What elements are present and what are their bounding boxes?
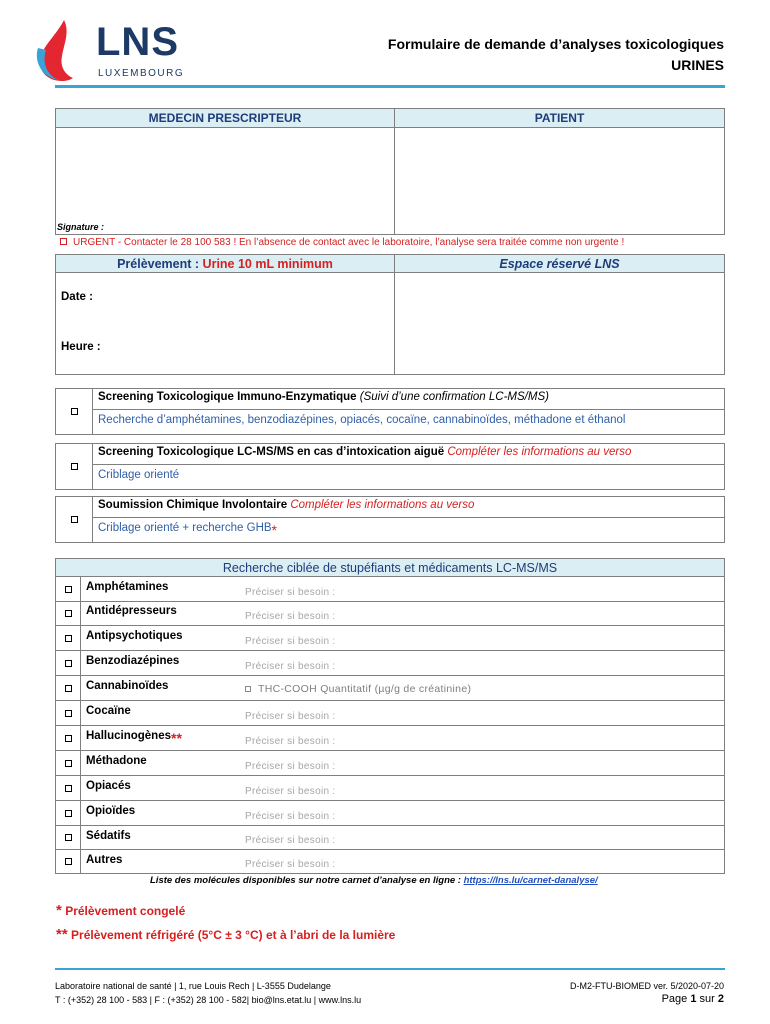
targeted-hint-text: Préciser si besoin : [245,761,336,772]
targeted-label [86,630,182,642]
targeted-label-text: Méthadone [86,755,147,767]
targeted-hint[interactable] [245,736,335,747]
screening-immuno [55,388,725,435]
checkbox-icon[interactable] [71,516,78,523]
urgent-text: URGENT - Contacter le 28 100 583 ! En l’absence de contact avec le laboratoire, l’analyse sera traitée comme non urgente ! [73,237,625,248]
screening-lcms-title-cell [92,443,725,465]
checkbox-icon[interactable] [65,685,72,692]
screening-immuno-title: Screening Toxicologique Immuno-Enzymatique [98,391,357,403]
targeted-label-text: Opiacés [86,780,131,792]
reserved-box [394,272,725,375]
targeted-label [86,830,131,842]
screening-immuno-title-cell [92,388,725,410]
carnet-link[interactable]: https://lns.lu/carnet-danalyse/ [463,875,598,886]
targeted-checkcell[interactable] [56,577,81,601]
targeted-checkcell[interactable] [56,801,81,825]
targeted-label [86,655,179,667]
screening-soumission-title: Soumission Chimique Involontaire [98,499,291,511]
prelevement-label: Prélèvement : [117,257,203,271]
targeted-label [86,730,182,746]
targeted-row [55,626,725,651]
targeted-label-text: Antidépresseurs [86,605,177,617]
checkbox-icon[interactable] [71,463,78,470]
targeted-label-text: Hallucinogènes [86,730,171,742]
targeted-label-text: Opioïdes [86,805,136,817]
logo-text: LNS [96,20,179,64]
checkbox-icon[interactable] [65,735,72,742]
targeted-row [55,577,725,602]
targeted-hint-text: THC-COOH Quantitatif (µg/g de créatinine) [258,683,472,695]
checkbox-icon[interactable] [71,408,78,415]
screening-soumission [55,496,725,543]
footer-contact: T : (+352) 28 100 - 583 | F : (+352) 28 100 - 582| bio@lns.etat.lu | www.lns.lu [55,995,362,1005]
checkbox-icon[interactable] [65,586,72,593]
targeted-checkcell[interactable] [56,676,81,700]
targeted-label-text: Autres [86,854,123,866]
targeted-checkcell[interactable] [56,751,81,775]
targeted-label-text: Sédatifs [86,830,131,842]
targeted-label-text: Cannabinoïdes [86,680,169,692]
page-number [662,993,724,1005]
patient-header: PATIENT [394,108,725,128]
page-prefix: Page [661,993,691,1005]
screening-immuno-note: (Suivi d’une confirmation LC-MS/MS) [356,391,549,403]
targeted-label [86,854,122,866]
targeted-checkcell[interactable] [56,726,81,750]
screening-soumission-title-cell [92,496,725,518]
targeted-row [55,601,725,626]
targeted-label [86,805,135,817]
targeted-checkcell[interactable] [56,626,81,650]
targeted-hint[interactable] [245,661,335,672]
hallucinogenes-mark: ** [171,730,182,746]
targeted-label [86,581,168,593]
targeted-hint[interactable] [245,636,335,647]
targeted-hint[interactable] [245,587,335,598]
targeted-checkcell[interactable] [56,701,81,725]
page-current: 1 [690,993,697,1005]
checkbox-icon[interactable] [65,635,72,642]
list-note-text: Liste des molécules disponibles sur notre carnet d’analyse en ligne : [150,875,464,886]
screening-soumission-checkcell[interactable] [55,496,93,543]
urgent-checkbox[interactable] [60,238,67,245]
checkbox-icon[interactable] [65,610,72,617]
targeted-row [55,651,725,676]
page-total: 2 [717,993,724,1005]
targeted-label-text: Antipsychotiques [86,630,183,642]
footer-ref: D-M2-FTU-BIOMED ver. 5/2020-07-20 [569,981,724,991]
targeted-hint[interactable] [245,611,335,622]
screening-immuno-checkcell[interactable] [55,388,93,435]
targeted-row [55,801,725,826]
urgent-line [60,237,624,248]
reserved-header: Espace réservé LNS [394,254,725,273]
targeted-hint[interactable] [245,835,335,846]
screening-soumission-detail: Criblage orienté + recherche GHB [98,522,272,534]
date-label: Date : [61,291,93,303]
targeted-label [86,705,131,717]
targeted-hint-text: Préciser si besoin : [245,711,336,722]
form-subtitle: URINES [671,57,724,73]
checkbox-icon[interactable] [65,858,72,865]
heure-label: Heure : [61,341,101,353]
targeted-row [55,676,725,701]
screening-lcms-detail-cell [92,464,725,490]
targeted-hint-text: Préciser si besoin : [245,661,336,672]
targeted-hint-text: Préciser si besoin : [245,811,336,822]
targeted-label [86,605,177,617]
screening-immuno-detail: Recherche d’amphétamines, benzodiazépines, opiacés, cocaïne, cannabinoïdes, méthadone et éthanol [98,414,626,426]
checkbox-icon[interactable] [65,660,72,667]
targeted-label [86,780,131,792]
screening-lcms-checkcell[interactable] [55,443,93,490]
sampling-box[interactable] [55,272,395,375]
patient-box[interactable] [394,127,725,235]
targeted-label [86,755,147,767]
note-congele [56,902,185,919]
targeted-hint-text: Préciser si besoin : [245,859,336,870]
screening-soumission-detail-cell [92,517,725,543]
targeted-hint-text: Préciser si besoin : [245,636,336,647]
note-refrigere [56,926,395,943]
page-mid: sur [696,993,718,1005]
targeted-label [86,680,168,692]
targeted-hint[interactable] [245,811,335,822]
targeted-hint-text: Préciser si besoin : [245,736,336,747]
targeted-checkcell[interactable] [56,651,81,675]
targeted-hint[interactable] [245,859,335,870]
checkbox-icon[interactable] [245,686,251,692]
targeted-hint-text: Préciser si besoin : [245,786,336,797]
targeted-checkcell[interactable] [56,850,81,873]
targeted-hint-text: Préciser si besoin : [245,835,336,846]
checkbox-icon[interactable] [65,710,72,717]
screening-lcms-title: Screening Toxicologique LC-MS/MS en cas d’intoxication aiguë [98,446,448,458]
signature-label: Signature : [57,222,105,232]
targeted-hint-text: Préciser si besoin : [245,611,336,622]
footer-address: Laboratoire national de santé | 1, rue Louis Rech | L-3555 Dudelange [55,981,331,991]
footer-divider [55,968,725,970]
screening-lcms [55,443,725,490]
targeted-row [55,850,725,874]
checkbox-icon[interactable] [65,810,72,817]
list-note [150,875,598,886]
lns-logo [34,18,184,84]
header-divider [55,85,725,88]
prelevement-header [55,254,395,273]
checkbox-icon[interactable] [65,760,72,767]
targeted-label-text: Cocaïne [86,705,131,717]
ghb-asterisk: * [271,522,277,538]
screening-soumission-note: Compléter les informations au verso [290,499,475,511]
targeted-row [55,751,725,776]
form-title: Formulaire de demande d’analyses toxicologiques [387,36,724,52]
targeted-checkcell[interactable] [56,776,81,800]
targeted-hint[interactable] [245,711,335,722]
screening-lcms-detail: Criblage orienté [98,469,180,481]
note-refrigere-mark: ** [56,926,68,943]
medecin-header: MEDECIN PRESCRIPTEUR [55,108,395,128]
prelevement-value: Urine 10 mL minimum [202,257,333,271]
targeted-checkcell[interactable] [56,601,81,625]
medecin-box[interactable] [55,127,395,235]
targeted-checkcell[interactable] [56,826,81,849]
targeted-hint[interactable] [245,786,335,797]
targeted-hint[interactable] [245,761,335,772]
targeted-label-text: Benzodiazépines [86,655,180,667]
note-congele-mark: * [56,902,62,919]
logo-subtitle: LUXEMBOURG [98,68,185,79]
checkbox-icon[interactable] [65,834,72,841]
screening-lcms-note: Compléter les informations au verso [447,446,632,458]
targeted-label-text: Amphétamines [86,581,169,593]
targeted-row [55,726,725,751]
checkbox-icon[interactable] [65,785,72,792]
screening-immuno-detail-cell [92,409,725,435]
note-refrigere-text: Prélèvement réfrigéré (5°C ± 3 °C) et à l’abri de la lumière [71,928,396,942]
targeted-hint-text: Préciser si besoin : [245,587,336,598]
targeted-row [55,701,725,726]
targeted-hint[interactable] [245,683,471,695]
targeted-header: Recherche ciblée de stupéfiants et médicaments LC-MS/MS [55,558,725,577]
note-congele-text: Prélèvement congelé [65,904,186,918]
targeted-row [55,776,725,801]
drop-logo-icon [34,18,90,82]
targeted-row [55,826,725,850]
